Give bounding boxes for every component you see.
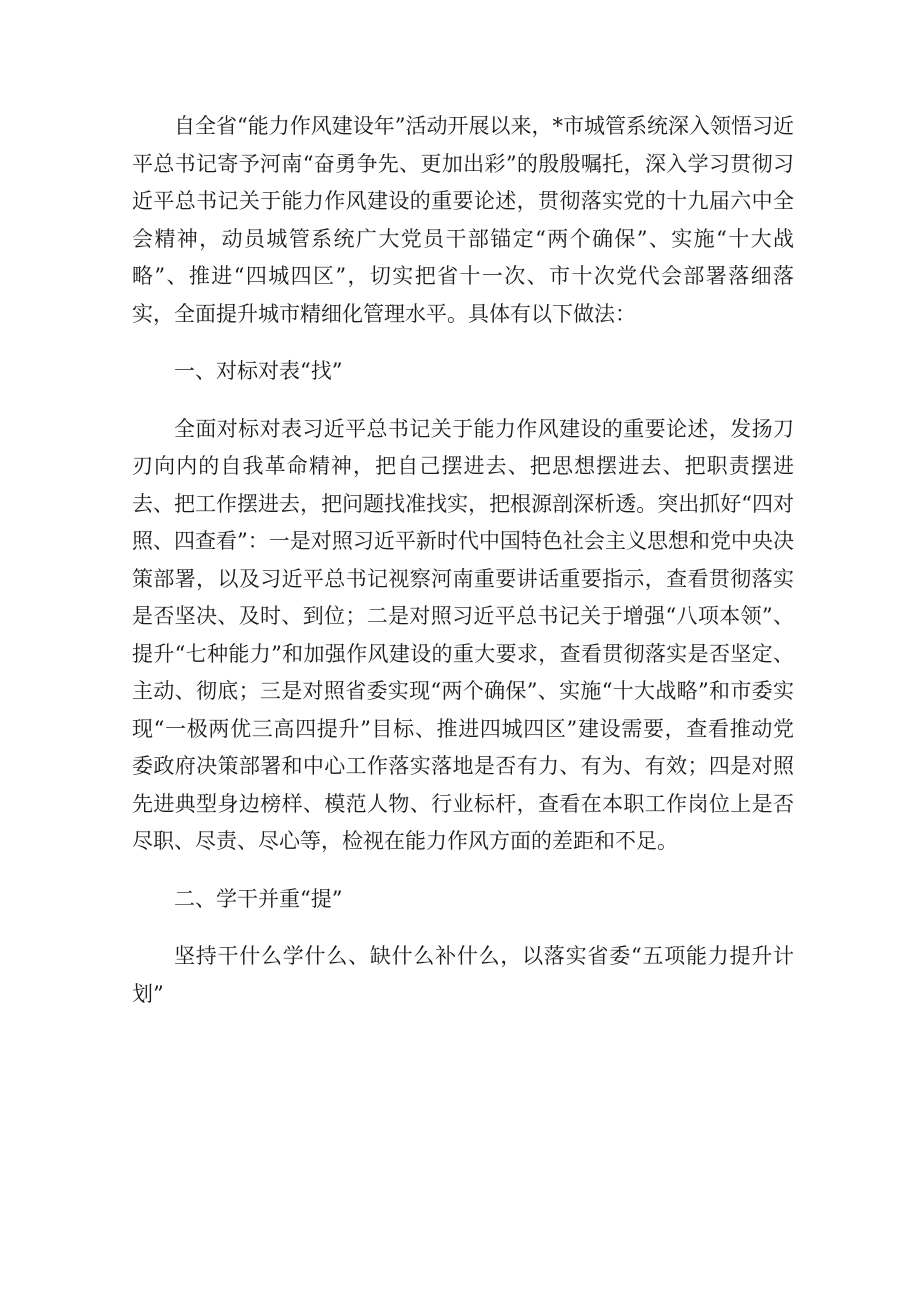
section-1-paragraph: 全面对标对表习近平总书记关于能力作风建设的重要论述，发扬刀刃向内的自我革命精神，把自己摆进去、把思想摆进去、把职责摆进去、把工作摆进去，把问题找准找实，把根源剖深析透。突出抓好“四对照、四查看”：一是对照习近平新时代中国特色社会主义思想和党中央决策部署，以及习近平总书记视察河南重要讲话重要指示，查看贯彻落实是否坚决、及时、到位；二是对照习近平总书记关于增强“八项本领”、提升“七种能力”和加强作风建设的重大要求，查看贯彻落实是否坚定、主动、彻底；三是对照省委实现“两个确保”、实施“十大战略”和市委实现“一极两优三高四提升”目标、推进四城四区”建设需要，查看推动党委政府决策部署和中心工作落实落地是否有力、有为、有效；四是对照先进典型身边榜样、模范人物、行业标杆，查看在本职工作岗位上是否尽职、尽责、尽心等，检视在能力作风方面的差距和不足。	[132, 416, 794, 853]
section-2-paragraph: 坚持干什么学什么、缺什么补什么，以落实省委“五项能力提升计划”	[132, 944, 794, 1006]
section-heading-2: 二、学干并重“提”	[174, 886, 343, 911]
section-heading-1: 一、对标对表“找”	[174, 359, 343, 383]
intro-paragraph: 自全省“能力作风建设年”活动开展以来，*市城管系统深入领悟习近平总书记寄予河南“奋勇争先、更加出彩”的殷殷嘱托，深入学习贯彻习近平总书记关于能力作风建设的重要论述，贯彻落实党的十九届六中全会精神，动员城管系统广大党员干部锚定“两个确保”、实施“十大战略”、推进“四城四区”，切实把省十一次、市十次党代会部署落细落实，全面提升城市精细化管理水平。具体有以下做法：	[132, 114, 794, 326]
